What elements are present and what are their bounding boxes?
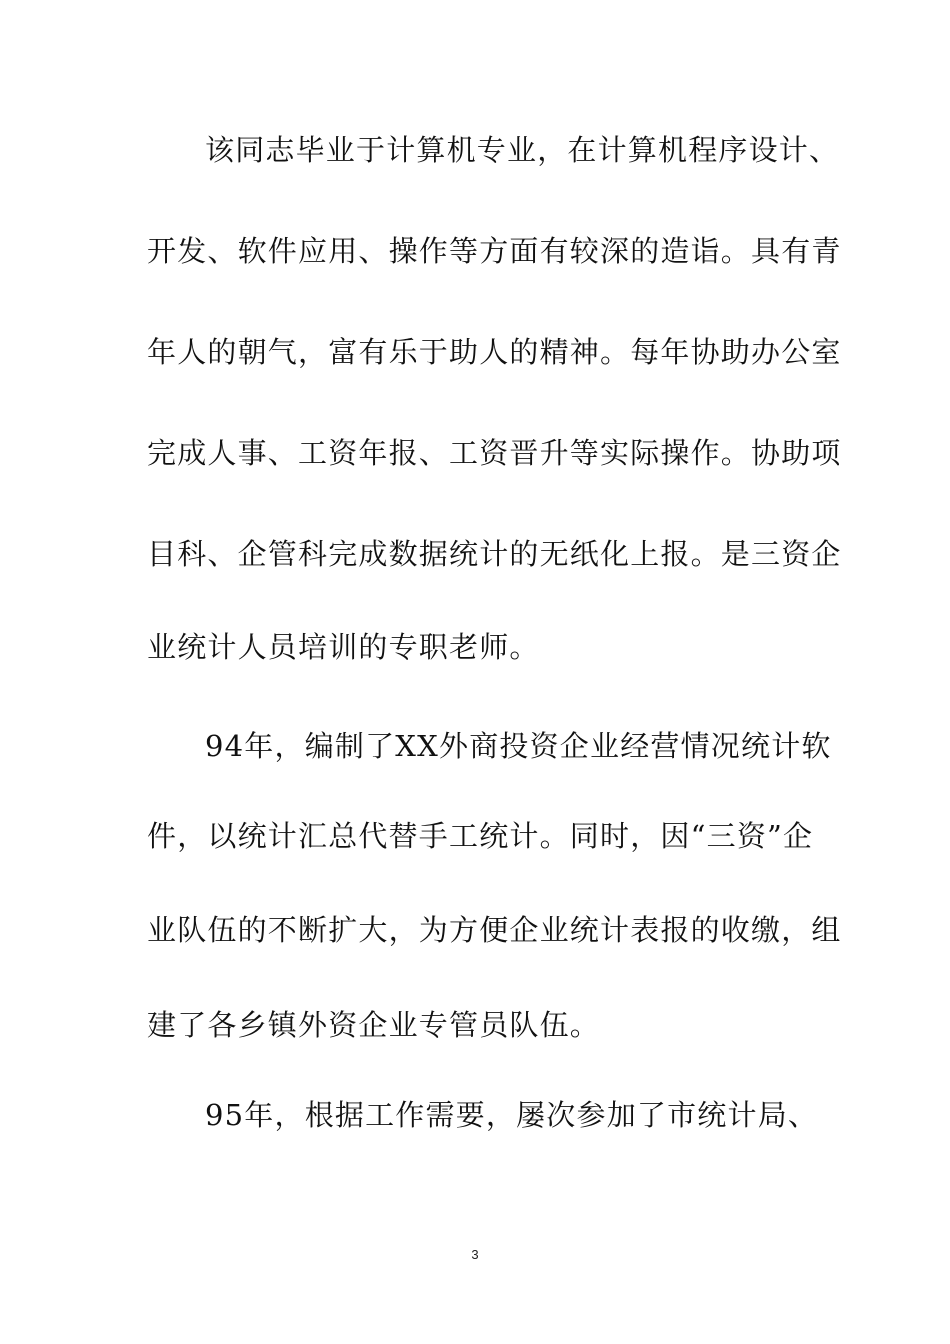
paragraph-2-line-1: 94年，编制了XX外商投资企业经营情况统计软 [205,729,832,763]
paragraph-3-line-1: 95年，根据工作需要，屡次参加了市统计局、 [205,1098,819,1132]
paragraph-1-line-1: 该同志毕业于计算机专业，在计算机程序设计、 [205,133,840,167]
paragraph-2-line-3: 业队伍的不断扩大，为方便企业统计表报的收缴，组 [147,913,842,947]
paragraph-2-line-2: 件，以统计汇总代替手工统计。同时，因“三资”企 [147,819,814,853]
paragraph-2-line-4: 建了各乡镇外资企业专管员队伍。 [147,1008,601,1042]
paragraph-1-line-3: 年人的朝气，富有乐于助人的精神。每年协助办公室 [147,335,842,369]
page-number: 3 [471,1247,479,1262]
paragraph-1-line-6: 业统计人员培训的专职老师。 [147,630,540,664]
paragraph-1-line-5: 目科、企管科完成数据统计的无纸化上报。是三资企 [147,537,842,571]
paragraph-1-line-4: 完成人事、工资年报、工资晋升等实际操作。协助项 [147,436,842,470]
paragraph-1-line-2: 开发、软件应用、操作等方面有较深的造诣。具有青 [147,234,842,268]
